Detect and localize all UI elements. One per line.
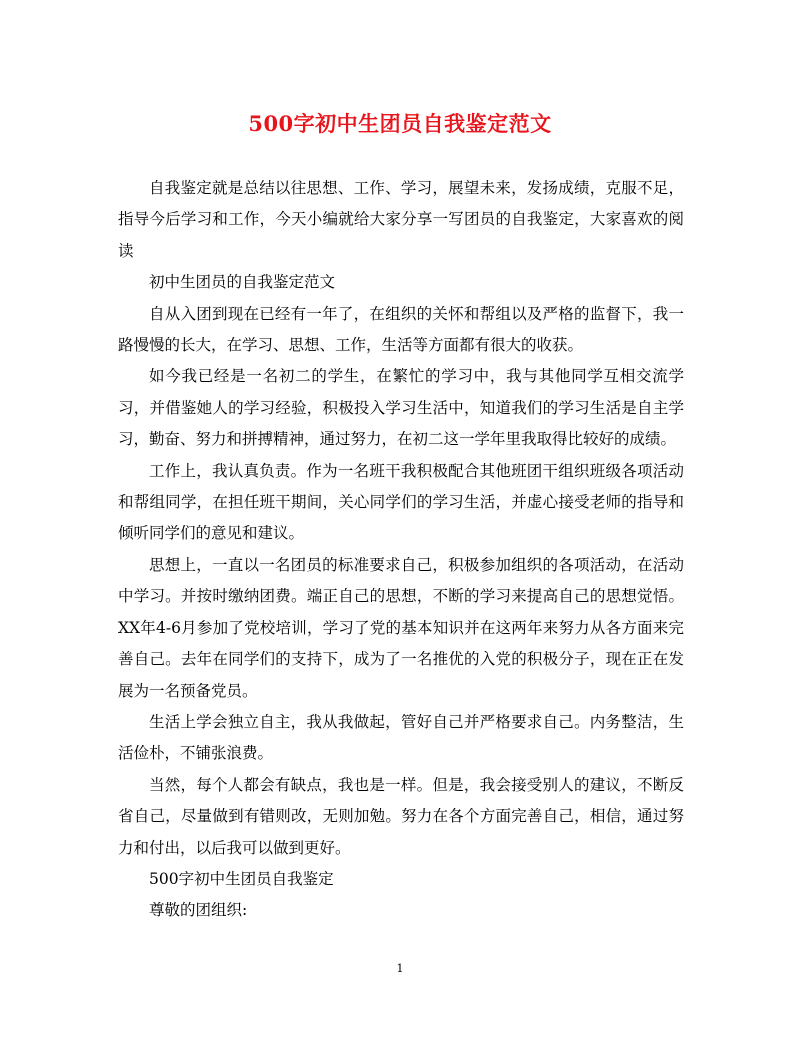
document-title: 500字初中生团员自我鉴定范文	[248, 111, 552, 136]
paragraph: 思想上，一直以一名团员的标准要求自己，积极参加组织的各项活动，在活动中学习。并按时缴纳团费。端正自己的思想，不断的学习来提高自己的思想觉悟。XX年4-6月参加了党校培训，学习了党的基本知识并在这两年来努力从各方面来完善自己。去年在同学们的支持下，成为了一名推优的入党的积极分子，现在正在发展为一名预备党员。	[118, 555, 684, 700]
paragraph: 生活上学会独立自主，我从我做起，管好自己并严格要求自己。内务整洁，生活俭朴，不铺张浪费。	[118, 712, 684, 763]
document-body	[118, 173, 684, 927]
section-heading-1: 初中生团员的自我鉴定范文	[149, 273, 336, 292]
section-heading-2: 500字初中生团员自我鉴定	[149, 869, 334, 888]
paragraph: 当然，每个人都会有缺点，我也是一样。但是，我会接受别人的建议，不断反省自己，尽量做到有错则改，无则加勉。努力在各个方面完善自己，相信，通过努力和付出，以后我可以做到更好。	[118, 775, 684, 857]
paragraph: 如今我已经是一名初二的学生，在繁忙的学习中，我与其他同学互相交流学习，并借鉴她人的学习经验，积极投入学习生活中，知道我们的学习生活是自主学习，勤奋、努力和拼搏精神，通过努力，在初二这一学年里我取得比较好的成绩。	[118, 367, 684, 449]
paragraph: 工作上，我认真负责。作为一名班干我积极配合其他班团干组织班级各项活动和帮组同学，在担任班干期间，关心同学们的学习生活，并虚心接受老师的指导和倾听同学们的意见和建议。	[118, 461, 684, 543]
paragraph-intro: 自我鉴定就是总结以往思想、工作、学习，展望未来，发扬成绩，克服不足，指导今后学习和工作，今天小编就给大家分享一写团员的自我鉴定，大家喜欢的阅读	[118, 179, 684, 260]
page-number: 1	[396, 962, 404, 975]
salutation: 尊敬的团组织:	[149, 901, 248, 920]
paragraph: 自从入团到现在已经有一年了，在组织的关怀和帮组以及严格的监督下，我一路慢慢的长大，在学习、思想、工作，生活等方面都有很大的收获。	[118, 304, 684, 355]
